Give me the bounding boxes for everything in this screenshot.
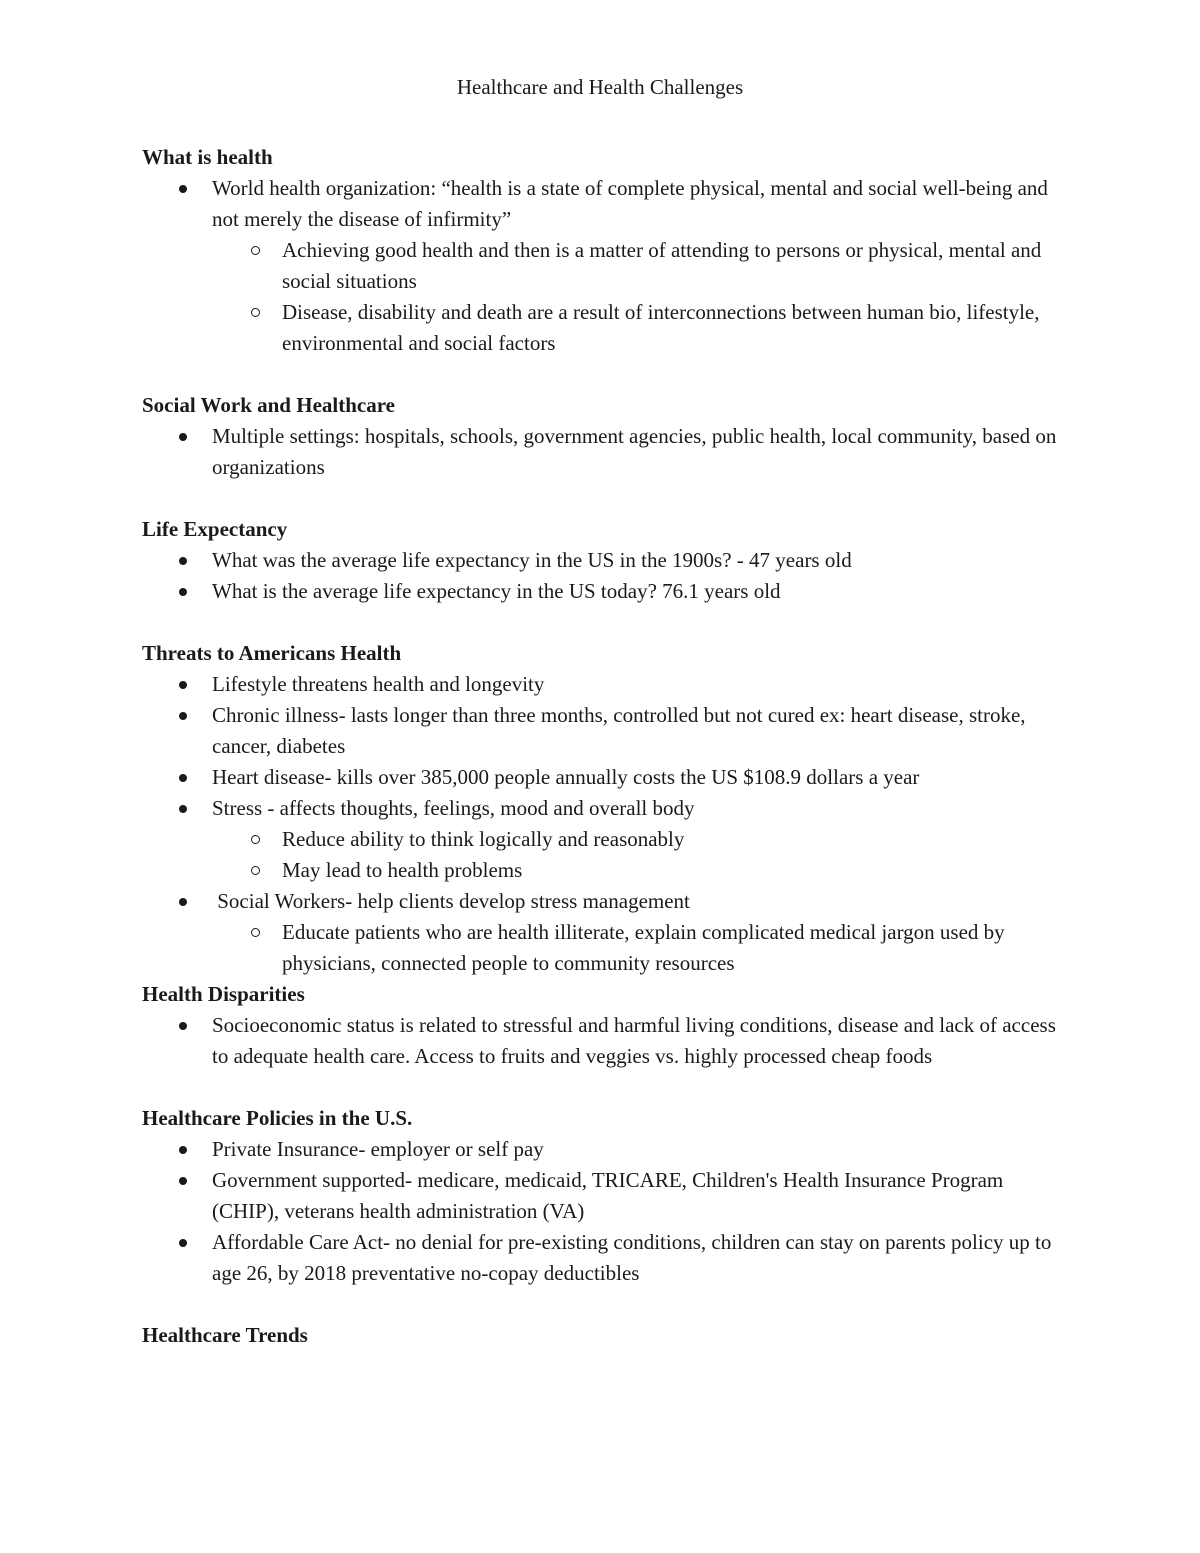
- list-item: [142, 1010, 1062, 1072]
- list-item-text: World health organization: “health is a state of complete physical, mental and social well-being and not merely the disease of infirmity”: [212, 176, 1048, 231]
- section-life-expectancy: [142, 514, 1062, 607]
- sub-list-item: [142, 917, 1062, 979]
- filled-bullet-icon: [179, 774, 187, 782]
- bullet-list: [142, 1134, 1062, 1289]
- list-item-text: Private Insurance- employer or self pay: [212, 1137, 544, 1161]
- document-body: [142, 142, 1062, 1351]
- sub-list-item: [142, 855, 1062, 886]
- sub-list-item: [142, 235, 1062, 297]
- hollow-bullet-icon: [251, 835, 260, 844]
- list-item-text: What was the average life expectancy in the US in the 1900s? - 47 years old: [212, 548, 852, 572]
- section-heading: Health Disparities: [142, 982, 305, 1006]
- bullet-list: [142, 1010, 1062, 1072]
- section-heading: Healthcare Trends: [142, 1323, 308, 1347]
- list-item-text: What is the average life expectancy in the US today? 76.1 years old: [212, 579, 781, 603]
- list-item: [142, 173, 1062, 235]
- bullet-list: [142, 173, 1062, 359]
- filled-bullet-icon: [179, 185, 187, 193]
- list-item-text: Chronic illness- lasts longer than three months, controlled but not cured ex: heart disease, stroke, cancer, diabetes: [212, 703, 1026, 758]
- sub-list-item: [142, 824, 1062, 855]
- filled-bullet-icon: [179, 712, 187, 720]
- sub-list-item-text: May lead to health problems: [282, 858, 523, 882]
- document-title: Healthcare and Health Challenges: [456, 75, 744, 99]
- bullet-list: [142, 669, 1062, 979]
- list-item-text: Government supported- medicare, medicaid, TRICARE, Children's Health Insurance Program (CHIP), veterans health administration (VA): [212, 1168, 1004, 1223]
- bullet-list: [142, 545, 1062, 607]
- list-item: [142, 700, 1062, 762]
- hollow-bullet-icon: [251, 308, 260, 317]
- filled-bullet-icon: [179, 588, 187, 596]
- section-heading: What is health: [142, 145, 273, 169]
- filled-bullet-icon: [179, 1146, 187, 1154]
- list-item: [142, 1134, 1062, 1165]
- filled-bullet-icon: [179, 557, 187, 565]
- filled-bullet-icon: [179, 681, 187, 689]
- filled-bullet-icon: [179, 1177, 187, 1185]
- list-item: [142, 669, 1062, 700]
- list-item: [142, 1165, 1062, 1227]
- list-item: [142, 886, 1062, 917]
- list-item-text: Social Workers- help clients develop stress management: [212, 889, 690, 913]
- sub-list-item: [142, 297, 1062, 359]
- section-health-disparities: [142, 979, 1062, 1072]
- section-social-work-healthcare: [142, 390, 1062, 483]
- section-threats-to-health: [142, 638, 1062, 979]
- section-heading: Social Work and Healthcare: [142, 393, 395, 417]
- list-item: [142, 762, 1062, 793]
- list-item-text: Socioeconomic status is related to stressful and harmful living conditions, disease and lack of access to adequate health care. Access to fruits and veggies vs. highly processed cheap foods: [212, 1013, 1056, 1068]
- section-heading: Threats to Americans Health: [142, 641, 402, 665]
- hollow-bullet-icon: [251, 866, 260, 875]
- list-item-text: Multiple settings: hospitals, schools, government agencies, public health, local community, based on organizations: [212, 424, 1057, 479]
- hollow-bullet-icon: [251, 928, 260, 937]
- filled-bullet-icon: [179, 805, 187, 813]
- bullet-list: [142, 421, 1062, 483]
- section-heading: Life Expectancy: [142, 517, 288, 541]
- sub-list-item-text: Reduce ability to think logically and reasonably: [282, 827, 685, 851]
- list-item: [142, 1227, 1062, 1289]
- list-item-text: Heart disease- kills over 385,000 people annually costs the US $108.9 dollars a year: [212, 765, 920, 789]
- filled-bullet-icon: [179, 1022, 187, 1030]
- section-what-is-health: [142, 142, 1062, 359]
- section-heading: Healthcare Policies in the U.S.: [142, 1106, 413, 1130]
- sub-list-item-text: Educate patients who are health illiterate, explain complicated medical jargon used by physicians, connected people to community resources: [282, 920, 1005, 975]
- hollow-bullet-icon: [251, 246, 260, 255]
- sub-list-item-text: Disease, disability and death are a result of interconnections between human bio, lifestyle, environmental and social factors: [282, 300, 1040, 355]
- list-item-text: Stress - affects thoughts, feelings, mood and overall body: [212, 796, 695, 820]
- list-item-text: Affordable Care Act- no denial for pre-existing conditions, children can stay on parents policy up to age 26, by 2018 preventative no-copay deductibles: [212, 1230, 1052, 1285]
- list-item: [142, 793, 1062, 824]
- sub-list-item-text: Achieving good health and then is a matter of attending to persons or physical, mental and social situations: [282, 238, 1042, 293]
- filled-bullet-icon: [179, 433, 187, 441]
- filled-bullet-icon: [179, 1239, 187, 1247]
- list-item: [142, 421, 1062, 483]
- list-item: [142, 545, 1062, 576]
- filled-bullet-icon: [179, 898, 187, 906]
- list-item: [142, 576, 1062, 607]
- section-healthcare-policies: [142, 1103, 1062, 1289]
- list-item-text: Lifestyle threatens health and longevity: [212, 672, 545, 696]
- section-healthcare-trends: [142, 1320, 1062, 1351]
